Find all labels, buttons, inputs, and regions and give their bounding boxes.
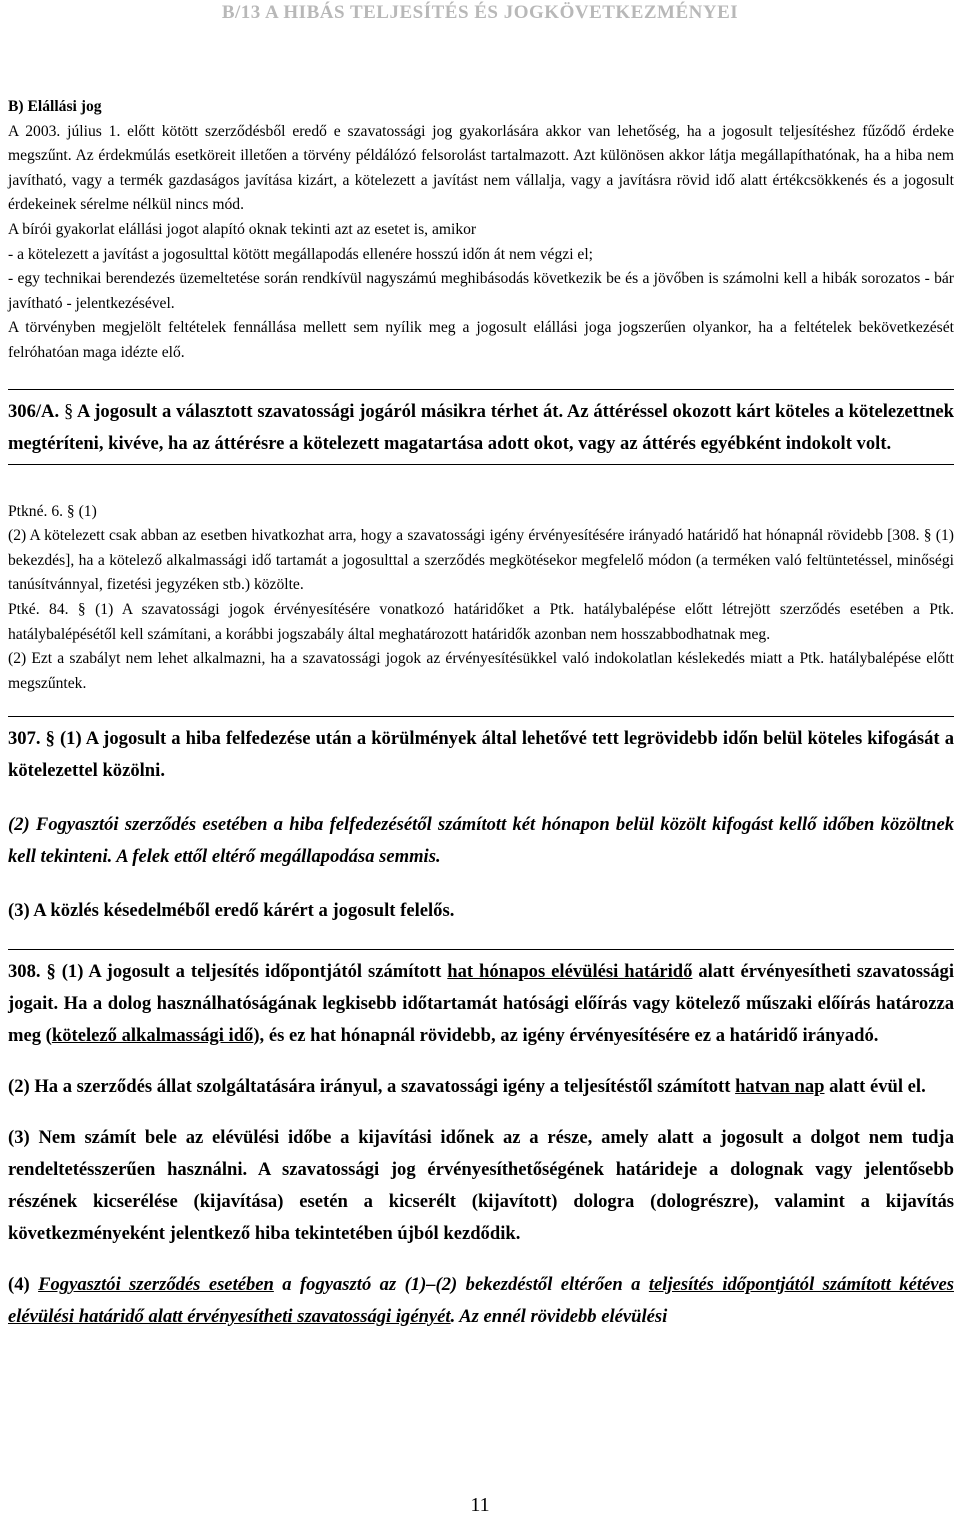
statute-paragraph: 307. § (1) A jogosult a hiba felfedezése után a körülmények által lehetővé tett legrövidebb időn belül köteles kifogását a kötelezettel közölni. xyxy=(8,728,954,782)
statute-paragraph: 308. § (1) A jogosult a teljesítés időpontjától számított hat hónapos elévülési határidő alatt érvényesítheti szavatossági jogait. Ha a dolog használhatóságának legkisebb időtartamát hatósági előírás vagy kötelező műszaki előírás határozza meg (kötelező alkalmassági idő), és ez hat hónapnál rövidebb, az igény érvényesítésére ez a határidő irányadó. xyxy=(8,961,954,1047)
paragraph: (2) Ezt a szabályt nem lehet alkalmazni, ha a szavatossági jogok az érvényesítésükkel való indokolatlan késlekedés miatt a Ptk. hatálybalépése előtt megszűntek. xyxy=(8,650,954,692)
section-number: 306/A. xyxy=(8,400,64,422)
underlined-term: hatvan nap xyxy=(735,1076,825,1098)
section-sign: § xyxy=(63,400,74,422)
statute-paragraph: (4) Fogyasztói szerződés esetében a fogyasztó az (1)–(2) bekezdéstől eltérően a teljesítés időpontjától számított kétéves elévülési határidő alatt érvényesítheti szavatossági igényét. Az ennél rövidebb elévülési xyxy=(8,1274,954,1328)
page-content xyxy=(8,95,954,1333)
statute-paragraph: (2) Ha a szerződés állat szolgáltatására irányul, a szavatossági igény a teljesítéstől számított hatvan nap alatt évül el. xyxy=(8,1076,926,1098)
paragraph: A 2003. július 1. előtt kötött szerződésből eredő e szavatossági jog gyakorlására akkor van lehetőség, ha a jogosult teljesítéshez fűződő érdeke megszűnt. Az érdekmúlás esetköreit illetően a törvény példálózó felsorolást tartalmazott. Azt különösen akkor látja megállapíthatónak, ha a hiba nem javítható, vagy a termék gazdaságos javítása kizárt, a kötelezett a javítást nem vállalja, vagy a javításra rövid idő alatt értékcsökkenés és a jogosult érdekeinek sérelme nélkül nincs mód. xyxy=(8,122,954,214)
section-308 xyxy=(8,956,954,1333)
paragraph: A törvényben megjelölt feltételek fennállása mellett sem nyílik meg a jogosult elállási joga jogszerűen olyankor, ha a feltételek bekövetkezését felróhatóan maga idézte elő. xyxy=(8,319,954,361)
section-ptkne xyxy=(8,500,954,697)
list-item: - egy technikai berendezés üzemeltetése során rendkívül nagyszámú meghibásodás következik be és a jövőben is számolni kell a hibák sorozatos - bár javítható - jelentkezésével. xyxy=(8,270,954,312)
running-header: B/13 A HIBÁS TELJESÍTÉS ÉS JOGKÖVETKEZMÉNYEI xyxy=(221,2,739,23)
section-heading: B) Elállási jog xyxy=(8,98,102,115)
divider xyxy=(8,716,954,717)
divider xyxy=(8,389,954,390)
statute-paragraph: (3) A közlés késedelméből eredő kárért a jogosult felelős. xyxy=(8,900,455,922)
divider xyxy=(8,949,954,950)
paragraph: A bírói gyakorlat elállási jogot alapító oknak tekinti azt az esetet is, amikor xyxy=(8,220,477,238)
paragraph: (2) A kötelezett csak abban az esetben hivatkozhat arra, hogy a szavatossági igény érvényesítésére irányadó határidő hat hónapnál rövidebb [308. § (1) bekezdés], ha a kötelező alkalmassági idő tartamát a jogosulttal a szerződés megkötésekor megfelelő módon (a terméken való feltüntetéssel, minőségi tanúsítvánnyal, fizetési jegyzéken stb.) közölte. xyxy=(8,527,954,594)
section-elallasi-jog xyxy=(8,95,954,366)
divider xyxy=(8,464,954,465)
page-number: 11 xyxy=(470,1494,490,1516)
section-306a xyxy=(8,396,954,460)
underlined-term: kötelező alkalmassági idő xyxy=(51,1025,254,1047)
list-item: - a kötelezett a javítást a jogosulttal kötött megállapodás ellenére hosszú időn át nem végzi el; xyxy=(8,245,594,263)
statute-paragraph: (2) Fogyasztói szerződés esetében a hiba felfedezésétől számított két hónapon belül közölt kifogást kellő időben közöltnek kell tekinteni. A felek ettől eltérő megállapodása semmis. xyxy=(8,814,954,868)
statute-paragraph: (3) Nem számít bele az elévülési időbe a kijavítási időnek az a része, amely alatt a jogosult a dolgot nem tudja rendeltetésszerűen használni. A szavatossági jog érvényesíthetőségének határideje a dolognak vagy jelentősebb részének kicserélése (kijavítása) esetén a kicserélt (kijavított) dologra (dologrészre), valamint a kijavítás következményeként jelentkező hiba tekintetében újból kezdődik. xyxy=(8,1127,954,1245)
section-307 xyxy=(8,723,954,927)
underlined-term: Fogyasztói szerződés esetében xyxy=(38,1274,274,1296)
underlined-term: hat hónapos elévülési határidő xyxy=(447,961,693,983)
underlined-term: teljesítés időpontjától számított kétéves elévülési határidő alatt érvényesítheti szavatossági igényét xyxy=(8,1274,954,1328)
paragraph: Ptké. 84. § (1) A szavatossági jogok érvényesítésére vonatkozó határidőket a Ptk. hatálybalépése előtt létrejött szerződés esetében a Ptk. hatálybalépésétől kell számítani, a korábbi jogszabály által meghatározott határidők azonban nem hosszabbodhatnak meg. xyxy=(8,600,954,643)
statute-paragraph xyxy=(8,396,954,460)
statute-text: A jogosult a választott szavatossági jogáról másikra térhet át. Az áttéréssel okozott kárt köteles a kötelezettnek megtéríteni, kivéve, ha az áttérésre a kötelezett magatartása adott okot, vagy az áttérés egyébként indokolt volt. xyxy=(8,400,955,454)
paragraph: Ptkné. 6. § (1) xyxy=(8,502,97,520)
